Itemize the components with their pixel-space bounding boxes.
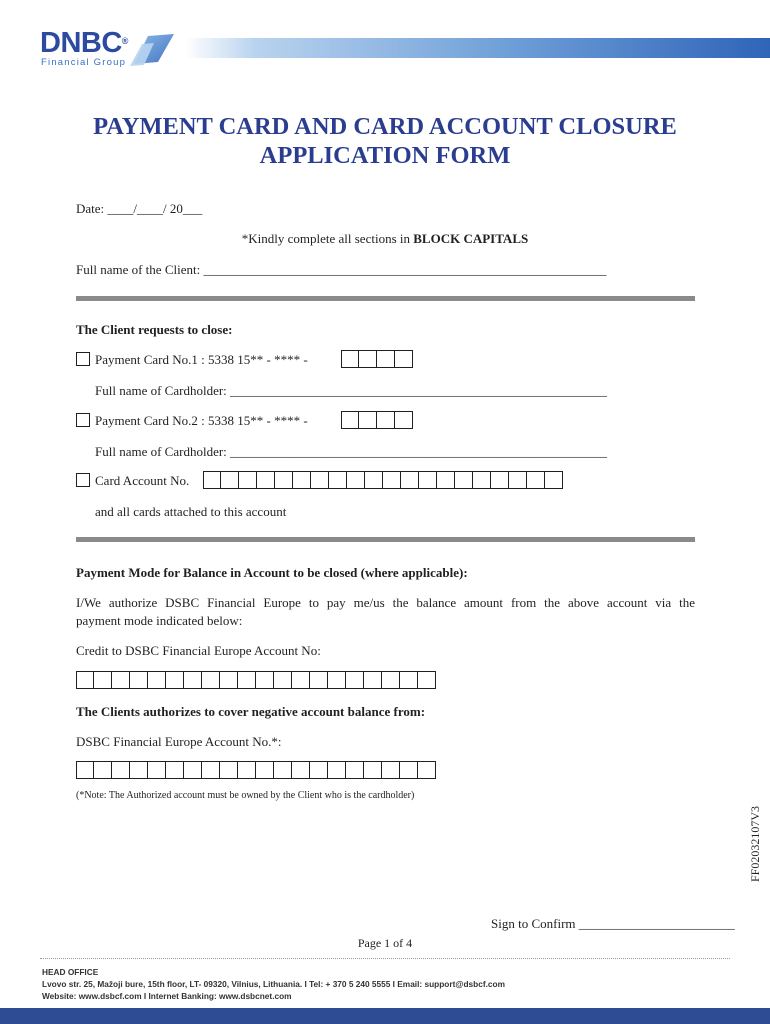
digit-box[interactable] [221, 471, 239, 489]
card2-last-digits[interactable] [341, 411, 413, 429]
page-number: Page 1 of 4 [357, 936, 413, 950]
digit-box[interactable] [203, 471, 221, 489]
company-logo [40, 28, 128, 58]
digit-box[interactable] [148, 671, 166, 689]
card2-label: Payment Card No.2 : 5338 15** - **** - [95, 413, 308, 428]
digit-box[interactable] [347, 471, 365, 489]
digit-box[interactable] [418, 671, 436, 689]
card1-label: Payment Card No.1 : 5338 15** - **** - [95, 352, 308, 367]
digit-box[interactable] [257, 471, 275, 489]
digit-box[interactable] [239, 471, 257, 489]
digit-box[interactable] [418, 761, 436, 779]
digit-box[interactable] [359, 411, 377, 429]
instruction-prefix: *Kindly complete all sections in [241, 231, 414, 246]
digit-box[interactable] [256, 761, 274, 779]
digit-box[interactable] [310, 671, 328, 689]
digit-box[interactable] [329, 471, 347, 489]
digit-box[interactable] [328, 761, 346, 779]
digit-box[interactable] [166, 761, 184, 779]
digit-box[interactable] [292, 761, 310, 779]
card1-holder-field[interactable]: Full name of Cardholder: __________________________________________________________ [95, 383, 608, 398]
credit-account-label: Credit to DSBC Financial Europe Account No: [76, 643, 321, 658]
digit-box[interactable] [76, 671, 94, 689]
dsbc-account-label: DSBC Financial Europe Account No.*: [76, 734, 282, 749]
digit-box[interactable] [383, 471, 401, 489]
digit-box[interactable] [377, 350, 395, 368]
card-account-note: and all cards attached to this account [95, 504, 287, 519]
digit-box[interactable] [527, 471, 545, 489]
digit-box[interactable] [437, 471, 455, 489]
section-divider [76, 296, 695, 301]
digit-box[interactable] [94, 671, 112, 689]
logo-text: DNBC [40, 27, 122, 59]
digit-box[interactable] [275, 471, 293, 489]
card1-last-digits[interactable] [341, 350, 413, 368]
digit-box[interactable] [377, 411, 395, 429]
digit-box[interactable] [238, 761, 256, 779]
form-title [0, 112, 770, 170]
logo-subtitle: Financial Group [41, 57, 127, 68]
digit-box[interactable] [364, 671, 382, 689]
digit-box[interactable] [293, 471, 311, 489]
card2-checkbox[interactable] [76, 413, 90, 427]
digit-box[interactable] [311, 471, 329, 489]
authorized-account-note: (*Note: The Authorized account must be owned by the Client who is the cardholder) [76, 790, 415, 801]
digit-box[interactable] [346, 761, 364, 779]
dsbc-account-digits[interactable] [76, 761, 436, 779]
card-account-label: Card Account No. [95, 473, 190, 488]
digit-box[interactable] [238, 671, 256, 689]
digit-box[interactable] [184, 761, 202, 779]
digit-box[interactable] [184, 671, 202, 689]
card-account-checkbox[interactable] [76, 473, 90, 487]
registered-mark: ® [121, 36, 128, 46]
digit-box[interactable] [346, 671, 364, 689]
digit-box[interactable] [359, 350, 377, 368]
payment-section-heading: Payment Mode for Balance in Account to be closed (where applicable): [76, 565, 468, 580]
digit-box[interactable] [94, 761, 112, 779]
instruction-bold: BLOCK CAPITALS [413, 231, 529, 246]
title-line-1: PAYMENT CARD AND CARD ACCOUNT CLOSURE [93, 113, 677, 140]
digit-box[interactable] [395, 411, 413, 429]
digit-box[interactable] [148, 761, 166, 779]
authorization-line-1: I/We authorize DSBC Financial Europe to pay me/us the balance amount from the above account via the [76, 595, 695, 610]
digit-box[interactable] [292, 671, 310, 689]
date-field[interactable]: Date: ____/____/ 20___ [76, 201, 203, 216]
footer-web: Website: www.dsbcf.com I Internet Banking: www.dsbcnet.com [42, 991, 292, 1001]
digit-box[interactable] [202, 761, 220, 779]
instruction-text [0, 231, 770, 247]
footer-color-bar [0, 1008, 770, 1024]
credit-account-digits[interactable] [76, 671, 436, 689]
footer-head-office: HEAD OFFICE [42, 967, 99, 977]
digit-box[interactable] [166, 671, 184, 689]
client-name-field[interactable]: Full name of the Client: ______________________________________________________________ [76, 262, 607, 277]
digit-box[interactable] [220, 761, 238, 779]
logo-swoosh-icon [128, 30, 178, 70]
digit-box[interactable] [220, 671, 238, 689]
digit-box[interactable] [419, 471, 437, 489]
digit-box[interactable] [76, 761, 94, 779]
form-code: FF02032107V3 [748, 805, 762, 882]
footer-address: Lvovo str. 25, Mažoji bure, 15th floor, LT- 09320, Vilnius, Lithuania. I Tel: + 370 5 240 5555 I Email: support@dsbcf.com [42, 979, 505, 989]
digit-box[interactable] [401, 471, 419, 489]
digit-box[interactable] [130, 761, 148, 779]
card1-checkbox[interactable] [76, 352, 90, 366]
digit-box[interactable] [364, 761, 382, 779]
digit-box[interactable] [341, 350, 359, 368]
footer-divider [40, 958, 730, 959]
digit-box[interactable] [545, 471, 563, 489]
title-line-2: APPLICATION FORM [259, 142, 511, 169]
signature-field[interactable]: Sign to Confirm ________________________ [491, 916, 735, 931]
digit-box[interactable] [365, 471, 383, 489]
digit-box[interactable] [400, 671, 418, 689]
digit-box[interactable] [274, 671, 292, 689]
digit-box[interactable] [274, 761, 292, 779]
negative-balance-heading: The Clients authorizes to cover negative account balance from: [76, 704, 426, 719]
digit-box[interactable] [202, 671, 220, 689]
digit-box[interactable] [130, 671, 148, 689]
card-account-digits[interactable] [203, 471, 563, 489]
digit-box[interactable] [491, 471, 509, 489]
digit-box[interactable] [395, 350, 413, 368]
digit-box[interactable] [382, 671, 400, 689]
close-section-heading: The Client requests to close: [76, 322, 233, 337]
digit-box[interactable] [112, 761, 130, 779]
digit-box[interactable] [509, 471, 527, 489]
digit-box[interactable] [112, 671, 130, 689]
section-divider [76, 537, 695, 542]
digit-box[interactable] [310, 761, 328, 779]
digit-box[interactable] [341, 411, 359, 429]
card2-holder-field[interactable]: Full name of Cardholder: __________________________________________________________ [95, 444, 608, 459]
digit-box[interactable] [473, 471, 491, 489]
digit-box[interactable] [382, 761, 400, 779]
authorization-line-2: payment mode indicated below: [76, 613, 243, 628]
digit-box[interactable] [328, 671, 346, 689]
digit-box[interactable] [400, 761, 418, 779]
digit-box[interactable] [455, 471, 473, 489]
digit-box[interactable] [256, 671, 274, 689]
header-gradient-bar [185, 38, 770, 58]
